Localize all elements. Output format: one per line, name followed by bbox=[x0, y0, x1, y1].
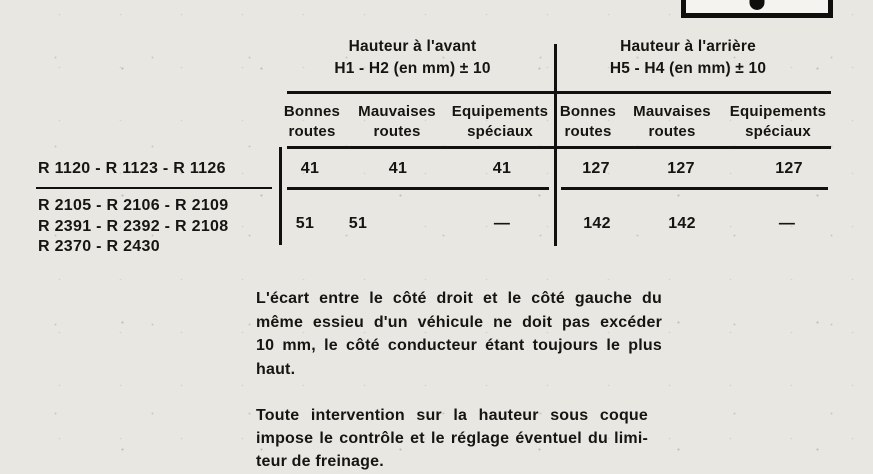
rule-under-group-headers bbox=[287, 91, 831, 94]
cell-row2-rear-bonnes: 142 bbox=[583, 215, 611, 232]
note-brake-limiter-line2: impose le contrôle et le réglage éventuel du limi- bbox=[256, 430, 648, 447]
divider-front-rear bbox=[554, 44, 557, 246]
row2-model-label bbox=[38, 196, 228, 258]
group-header-rear-subtitle: H5 - H4 (en mm) ± 10 bbox=[609, 60, 767, 77]
divider-labels-values bbox=[279, 147, 282, 245]
cell-row1-front-equipements: 41 bbox=[492, 160, 512, 177]
rule-under-row1-rear-values bbox=[561, 187, 828, 190]
group-header-rear bbox=[560, 36, 816, 80]
cell-row2-front-bonnes: 51 bbox=[295, 215, 315, 232]
row2-model-label-line2: R 2391 - R 2392 - R 2108 bbox=[38, 217, 229, 235]
group-header-rear-title: Hauteur à l'arrière bbox=[620, 38, 756, 55]
column-header-front-mauvaises-routes: Mauvaises routes bbox=[358, 103, 436, 140]
rule-under-row1-front-values bbox=[287, 187, 549, 190]
note-brake-limiter bbox=[256, 404, 648, 473]
column-header-rear-equipements-speciaux: Equipements spéciaux bbox=[729, 103, 827, 140]
note-brake-limiter-line3: teur de freinage. bbox=[256, 453, 384, 470]
group-header-front bbox=[280, 36, 545, 80]
note-axle-difference-line3: 10 mm, le côté conducteur étant toujours le plus bbox=[256, 337, 662, 354]
note-brake-limiter-line1: Toute intervention sur la hauteur sous coque bbox=[256, 407, 648, 424]
column-header-rear-mauvaises-routes: Mauvaises routes bbox=[633, 103, 711, 140]
cell-row1-rear-bonnes: 127 bbox=[582, 160, 610, 177]
cell-row2-front-mauvaises: 51 bbox=[348, 215, 368, 232]
cell-row1-rear-mauvaises: 127 bbox=[667, 160, 695, 177]
cell-row2-rear-equipements: — bbox=[778, 215, 796, 232]
rule-under-row1-label bbox=[36, 187, 272, 189]
group-header-front-subtitle: H1 - H2 (en mm) ± 10 bbox=[334, 60, 491, 77]
row2-model-label-line3: R 2370 - R 2430 bbox=[38, 238, 160, 255]
rule-under-column-headers bbox=[287, 146, 831, 149]
column-header-front-equipements-speciaux: Equipements spéciaux bbox=[451, 103, 549, 140]
cell-row2-rear-mauvaises: 142 bbox=[668, 215, 696, 232]
column-header-rear-bonnes-routes: Bonnes routes bbox=[559, 103, 617, 140]
note-axle-difference-line4: haut. bbox=[256, 360, 296, 378]
note-axle-difference bbox=[256, 287, 662, 381]
cell-row1-front-mauvaises: 41 bbox=[388, 160, 408, 177]
cell-row1-front-bonnes: 41 bbox=[300, 160, 320, 177]
row1-model-label: R 1120 - R 1123 - R 1126 bbox=[38, 160, 226, 177]
group-header-front-title: Hauteur à l'avant bbox=[348, 38, 477, 55]
chapter-tab-box bbox=[681, 0, 833, 18]
column-header-front-bonnes-routes: Bonnes routes bbox=[283, 103, 341, 140]
cell-row2-front-equipements: — bbox=[493, 215, 511, 232]
note-axle-difference-line2: même essieu d'un véhicule ne doit pas excéder bbox=[256, 313, 662, 331]
cell-row1-rear-equipements: 127 bbox=[775, 160, 803, 177]
chapter-tab-partial-glyph-icon bbox=[750, 0, 765, 10]
row2-model-label-line1: R 2105 - R 2106 - R 2109 bbox=[38, 197, 229, 214]
note-axle-difference-line1: L'écart entre le côté droit et le côté gauche du bbox=[256, 290, 662, 307]
